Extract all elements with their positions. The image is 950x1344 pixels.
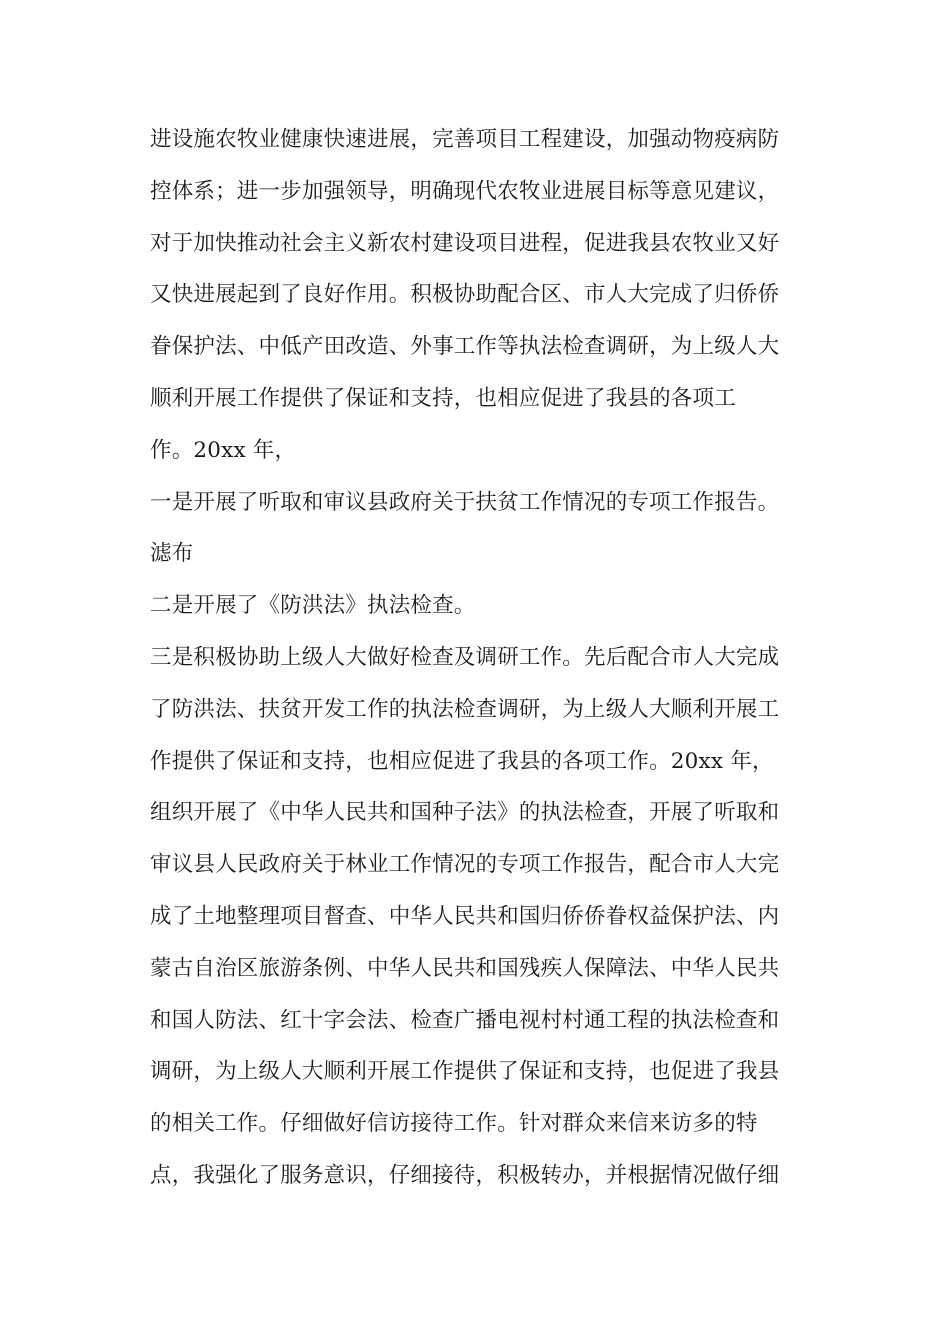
- text-line: 蒙古自治区旅游条例、中华人民共和国残疾人保障法、中华人民共: [150, 955, 780, 981]
- text-line: 二是开展了《防洪法》执法检查。: [150, 593, 476, 619]
- text-line: 又快进展起到了良好作用。积极协助配合区、市人大完成了归侨侨: [150, 282, 780, 308]
- text-line: 三是积极协助上级人大做好检查及调研工作。先后配合市人大完成: [150, 644, 780, 670]
- text-line: 进设施农牧业健康快速进展，完善项目工程建设，加强动物疫病防: [150, 127, 780, 152]
- text-line: 作。20xx 年，: [150, 437, 297, 463]
- text-line: 一是开展了听取和审议县政府关于扶贫工作情况的专项工作报告。: [150, 489, 780, 515]
- text-line: 点，我强化了服务意识，仔细接待，积极转办，并根据情况做仔细: [150, 1162, 780, 1188]
- text-line: 对于加快推动社会主义新农村建设项目进程，促进我县农牧业又好: [150, 230, 780, 256]
- text-line: 和国人防法、红十字会法、检查广播电视村村通工程的执法检查和: [150, 1007, 780, 1033]
- text-line: 控体系；进一步加强领导，明确现代农牧业进展目标等意见建议，: [150, 178, 780, 204]
- text-line: 眷保护法、中低产田改造、外事工作等执法检查调研，为上级人大: [150, 334, 780, 360]
- text-line: 成了土地整理项目督查、中华人民共和国归侨侨眷权益保护法、内: [150, 903, 780, 929]
- text-line: 作提供了保证和支持，也相应促进了我县的各项工作。20xx 年，: [150, 748, 774, 774]
- text-line: 的相关工作。仔细做好信访接待工作。针对群众来信来访多的特: [150, 1111, 758, 1137]
- text-line: 了防洪法、扶贫开发工作的执法检查调研，为上级人大顺利开展工: [150, 696, 780, 722]
- text-line: 审议县人民政府关于林业工作情况的专项工作报告，配合市人大完: [150, 852, 780, 878]
- body-text: [150, 120, 810, 1208]
- text-line: 顺利开展工作提供了保证和支持，也相应促进了我县的各项工: [150, 385, 736, 411]
- text-line: 组织开展了《中华人民共和国种子法》的执法检查，开展了听取和: [150, 800, 780, 826]
- text-line: 滤布: [150, 541, 194, 567]
- text-line: 调研，为上级人大顺利开展工作提供了保证和支持，也促进了我县: [150, 1059, 780, 1085]
